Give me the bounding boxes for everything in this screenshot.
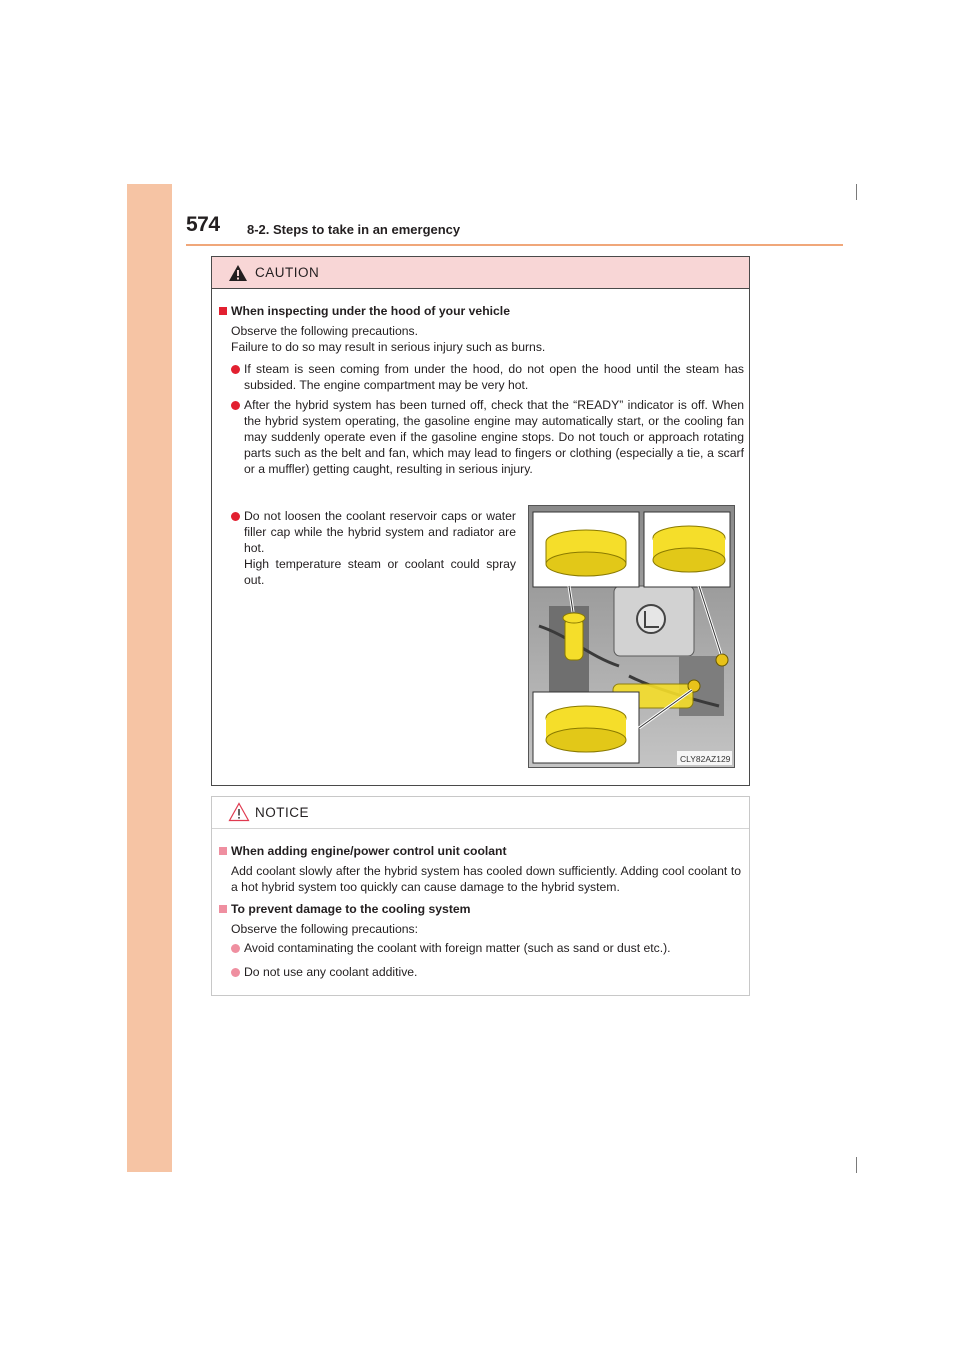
caution-intro-line-2: Failure to do so may result in serious injury such as burns. <box>231 340 546 354</box>
crop-mark-top <box>856 184 857 200</box>
notice-body-1: Add coolant slowly after the hybrid system has cooled down sufficiently. Adding cool coolant to a hot hybrid system too quickly can cause damage to the hybrid system. <box>231 864 741 894</box>
caution-heading: When inspecting under the hood of your vehicle <box>231 304 510 318</box>
bullet-dot <box>231 512 240 521</box>
crop-mark-bottom <box>856 1157 857 1173</box>
caution-header <box>212 257 749 289</box>
caution-title: CAUTION <box>255 265 320 280</box>
caution-bullet-3: Do not loosen the coolant reservoir caps or water filler cap while the hybrid system and radiator are hot. <box>244 509 516 555</box>
bullet-dot <box>231 365 240 374</box>
notice-box <box>211 796 750 996</box>
notice-bullet-2: Do not use any coolant additive. <box>244 965 418 979</box>
notice-title: NOTICE <box>255 805 310 820</box>
caution-bullet-3-continued: High temperature steam or coolant could spray out. <box>244 557 516 587</box>
notice-body-2: Observe the following precautions: <box>231 922 418 936</box>
page-number: 574 <box>186 213 220 236</box>
caution-bullet-1: If steam is seen coming from under the hood, do not open the hood until the steam has subsided. The engine compartment may be very hot. <box>244 362 744 392</box>
warning-triangle-outline-icon <box>228 802 250 822</box>
bullet-dot <box>231 401 240 410</box>
coolant-caps-figure <box>528 505 735 768</box>
header-rule <box>186 244 843 246</box>
chapter-sidebar-tab <box>127 184 172 1172</box>
notice-bullet-1: Avoid contaminating the coolant with foreign matter (such as sand or dust etc.). <box>244 941 671 955</box>
caution-box <box>211 256 750 786</box>
caution-intro-line-1: Observe the following precautions. <box>231 324 418 338</box>
figure-code: CLY82AZ129 <box>680 754 731 764</box>
caution-bullet-2: After the hybrid system has been turned off, check that the “READY” indicator is off. When the hybrid system operating, the gasoline engine may automatically start, or the cooling fan may suddenly operate even if the gasoline engine stops. Do not touch or approach rotating parts such as the belt and fan, which may lead to fingers or clothing (especially a tie, a scarf or a muffler) getting caught, resulting in serious injury. <box>244 398 744 476</box>
notice-heading-2: To prevent damage to the cooling system <box>231 902 471 916</box>
section-square-bullet <box>219 905 227 913</box>
warning-triangle-filled-icon <box>228 264 248 282</box>
bullet-dot <box>231 944 240 953</box>
section-square-bullet <box>219 847 227 855</box>
notice-heading-1: When adding engine/power control unit coolant <box>231 844 507 858</box>
section-square-bullet <box>219 307 227 315</box>
notice-header <box>212 797 749 829</box>
section-title: 8-2. Steps to take in an emergency <box>247 222 461 237</box>
bullet-dot <box>231 968 240 977</box>
